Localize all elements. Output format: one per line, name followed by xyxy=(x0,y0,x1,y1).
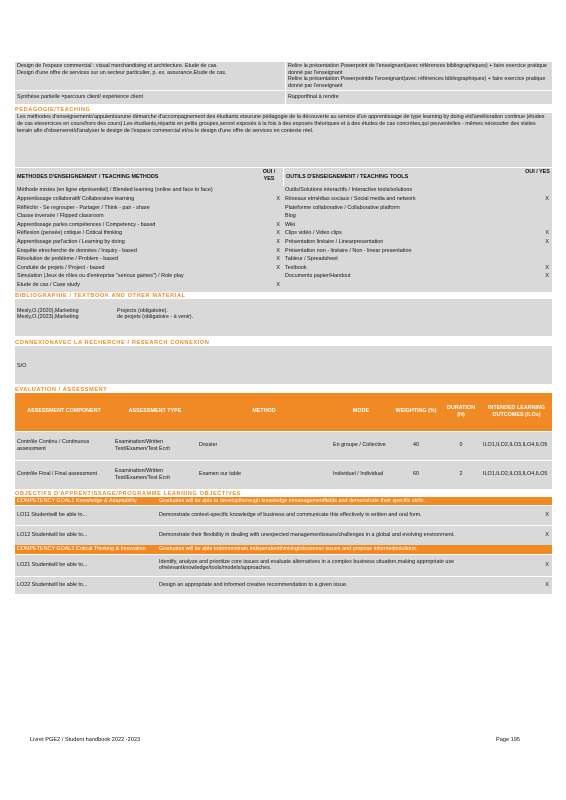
work-1: Relire la présentation Powerpoint de l'enseignant(avec références bibliographiques) + faire exercice pratique donné par l'enseignant xyxy=(288,63,547,76)
lo-row: LO21 Studentwill be able to... Identify, analyze and prioritize core issues and evaluate alternatives in a complex business situation,making appropriate use ofrelevantknowledge/tools/models/approaches. X xyxy=(15,554,552,576)
biblio-row: Mesly,O.(2020),Marketing Projects (obligatoire). xyxy=(17,307,168,314)
methods-header xyxy=(15,167,552,186)
goal2-header: COMPETENCY GOAL2 Critical Thinking & Innovation Graduates will be able todemonstrate independentthinkingtobusiness issues and propose informedsolutions. xyxy=(15,545,552,554)
activity-2: Design d'une offre de services sur un secteur particulier, p. ex. assurance.Etude de cas. xyxy=(17,69,227,76)
footer xyxy=(30,737,530,743)
connexion-text: S/O xyxy=(15,346,552,384)
footer-handbook: Livret PGE2 / Student handbook 2022 -2023 xyxy=(30,737,141,743)
goal1-header: COMPETENCY GOAL1 Knowledge & Adaptability Graduates will be able to developthorough knowledge inmanagementfields and demonstrate their specific skills. xyxy=(15,497,552,506)
activity-1: Design de l'espace commercial : visual merchandising et architecture. Etude de cas. xyxy=(17,63,218,69)
methods-row: Réfléchir - Se regrouper - Partager / Think - pair - share Plateforme collaborative / Collaborative platform xyxy=(17,204,400,211)
methods-row: Conduite de projets / Project - based X Textbook X xyxy=(17,264,549,271)
methods-row: Apprentissage collaboratif/ Collaborative learning X Réseaux etmédias sociaux / Social media and network X xyxy=(17,195,549,202)
top-table xyxy=(15,62,552,90)
methods-col-title: METHODES D'ENSEIGNEMENT / TEACHING METHODS xyxy=(17,174,159,181)
methods-row: Apprentissage parl'action / Learning by doing X Présentation linéaire / Linearpresentation X xyxy=(17,238,549,245)
objectifs-title: OBJECTIFS D'APPRENTISSAGE/PROGRAMME LEARNING OBJECTIVES xyxy=(15,490,242,497)
page xyxy=(15,62,552,594)
connexion-title: CONNEXIONAVEC LA RECHERCHE / RESEARCH CONNEXION xyxy=(15,339,210,346)
methods-row: Méthode mixtes (en ligne etprésentiel) / Blended learning (online and face to face) Outils/Solutions interactifs / Interactive tools/solutions xyxy=(17,187,413,194)
rapport-cell: Rapportfinal à rendre xyxy=(285,91,552,104)
tools-col-title: OUTILS D'ENSEIGNEMENT / TEACHING TOOLS xyxy=(283,168,523,186)
methods-row: Enquête etrecherche de données / Inquiry - based X Présentation non - linéaire / Non - linear presentation xyxy=(17,247,412,254)
lo-row: LO12 Studentwill be able to... Demonstrate their flexibility in dealing with unexpected managementissues/challenges in a global and evolving environment. X xyxy=(15,525,552,545)
methods-body xyxy=(15,186,552,291)
evaluation-row: Contrôle Continu / Continuous assessment Examination/Written Test/Examen/Test Écrit Dossier En groupe / Collective 40 0 ILO1,ILO2,ILO3,ILO4,ILO5 xyxy=(15,431,552,460)
lo-row: LO22 Studentwill be able to... Design an appropriate and informed creative recommendation to a given issue. X xyxy=(15,576,552,594)
work-2: Relire la présentation Powerpointde l'enseignant(avec références bibliographiques) + faire exercice pratique donné par l'enseignant xyxy=(288,76,546,89)
evaluation-title: EVALUATION / ASSESSMENT xyxy=(15,386,108,393)
page-number: Page 195 xyxy=(496,737,520,743)
top-right-cell xyxy=(285,62,552,90)
methods-row: Classe inversée / Flipped classroom Blog xyxy=(17,213,296,220)
methods-row: Réflexion (pensée) critique / Critical thinking X Clips vidéo / Video clips X xyxy=(17,230,549,237)
pedagogie-text: Les méthodes d'enseignements'appuientsurune démarche d'accompagnement des étudiants etsurune pédagogie de la découverte au service d'un apprentissage de type learning by doing etd'amélioration continue (études de cas etexercices en cours/hors des cours).Les étudiants,répartis en petits groupes,seront exposés à la fois à des exposés théoriques et à des études de cas concrètes,qui peuventelles - mêmes nécessiter des visites terrain afin d'observeret/d'analyser le design de l'espace commercial et/ou le design d'une offre de services en contexte réel. xyxy=(15,113,552,167)
biblio-body xyxy=(15,299,552,336)
pedagogie-title: PEDAGOGIE/TEACHING xyxy=(15,107,91,114)
biblio-row: Mesly,O.(2023),Marketing de projets (obligatoire - à venir). xyxy=(17,314,194,321)
tools-oui-header: OUI / YES xyxy=(525,169,550,176)
evaluation-row: Contrôle Final / Final assessment Examination/Written Test/Examen/Test Écrit Examen sur table Individuel / Individual 60 2 ILO1,ILO2,ILO3,ILO4,ILO5 xyxy=(15,460,552,489)
lo-row: LO11 Studentwill be able to... Demonstrate context-specific knowledge of business and communicate this effectively in written and oral form. X xyxy=(15,505,552,525)
top-table-row2 xyxy=(15,90,552,104)
methods-row: Apprentissage parles compétences / Competency - based X Wiki xyxy=(17,221,296,228)
synthese-cell: Synthèse partielle =parcours client/ expérience client xyxy=(17,94,144,101)
methods-row: Résolution de problème / Problem - based X Tableur / Spreadsheet xyxy=(17,256,338,263)
top-left-cell xyxy=(15,62,285,90)
evaluation-header: ASSESSMENT COMPONENT ASSESSMENT TYPE METHOD MODE WEIGHTING (%) DURATION (H) INTENDED LEARNING OUTCOMES (ILOs) xyxy=(15,393,552,431)
methods-row: Simulation (Jeux de rôles ou d'entreprise "serious games") / Role play Documents papier/Handout X xyxy=(17,273,549,280)
methods-oui-header: OUI / YES xyxy=(262,169,276,182)
biblio-title: BIBLIOGRAPHIE / TEXTBOOK AND OTHER MATERIAL xyxy=(15,292,186,299)
methods-row: Etude de cas / Case study X xyxy=(17,281,280,288)
